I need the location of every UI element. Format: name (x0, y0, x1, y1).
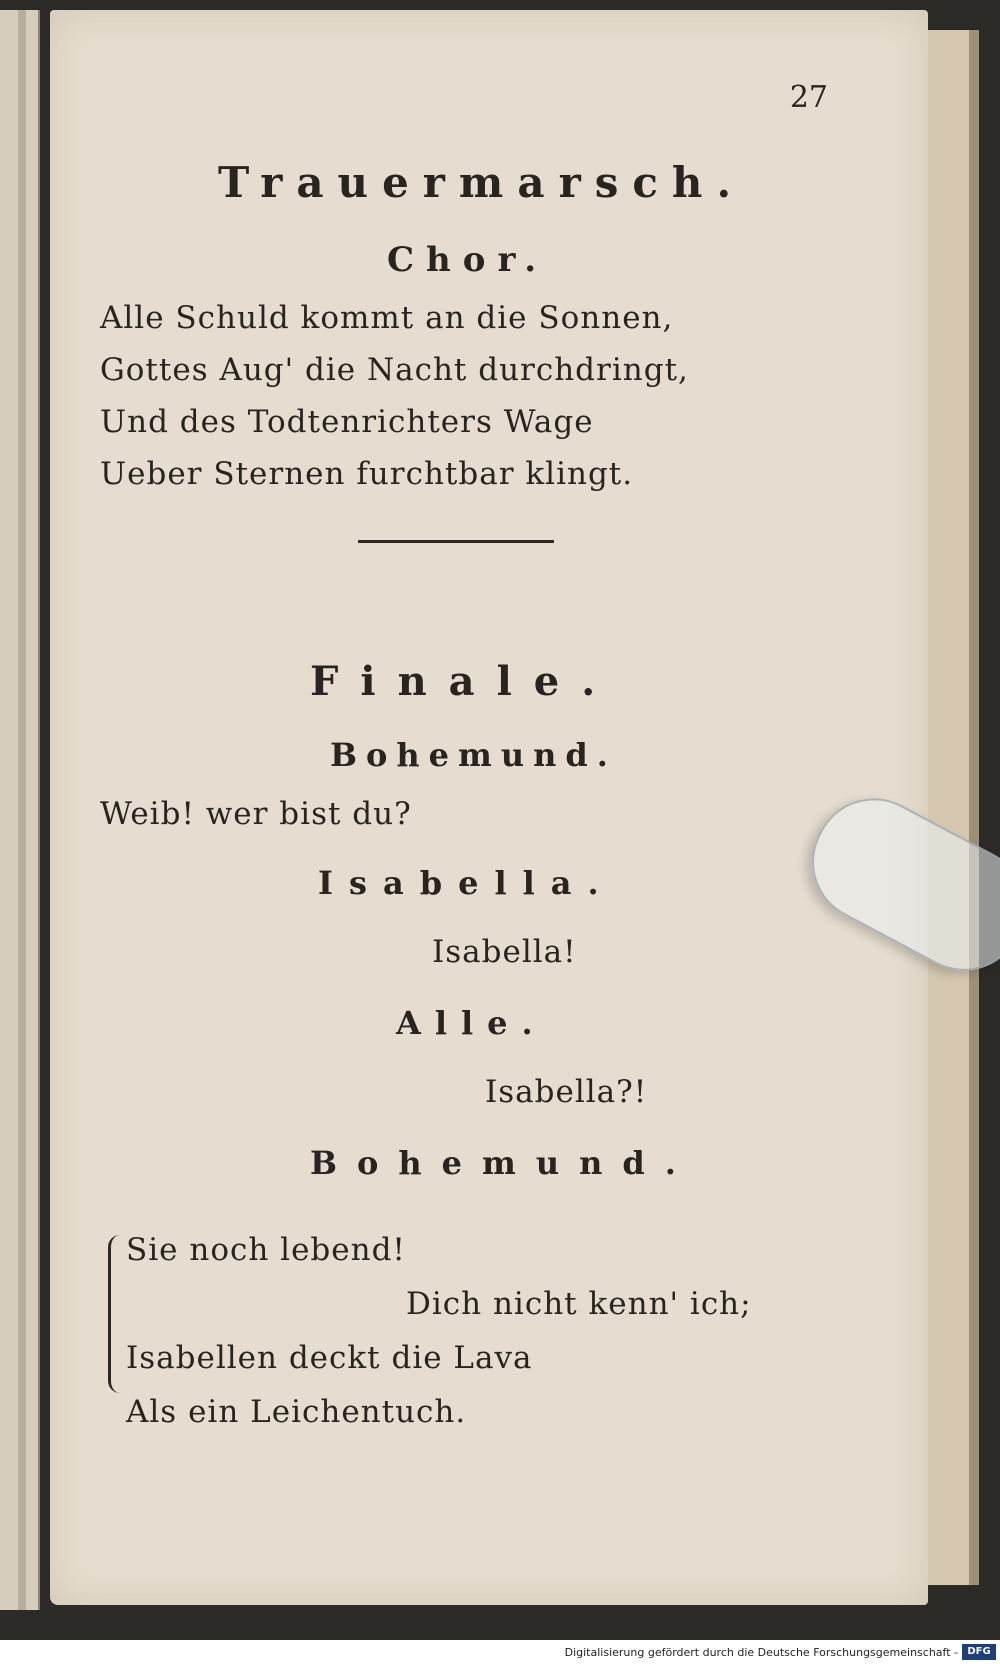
speaker-chor: Chor. (387, 240, 549, 280)
chorus-line: Und des Todtenrichters Wage (100, 404, 594, 440)
page-number: 27 (789, 80, 828, 115)
speaker-bohemund: Bohemund. (310, 1144, 696, 1182)
speaker-bohemund: Bohemund. (330, 736, 617, 774)
section-title-trauermarsch: Trauermarsch. (218, 158, 746, 207)
book-spine-fold (18, 10, 26, 1610)
left-page-edge (0, 10, 40, 1610)
footer-bar (0, 1640, 1000, 1666)
section-divider (358, 540, 554, 543)
chorus-line: Alle Schuld kommt an die Sonnen, (100, 300, 674, 336)
speaker-isabella: Isabella. (318, 864, 615, 902)
dialogue-line: Weib! wer bist du? (100, 796, 412, 832)
page-stack-shadow (969, 30, 979, 1585)
verse-brace (108, 1235, 125, 1393)
closing-line: Als ein Leichentuch. (126, 1394, 467, 1430)
dfg-logo: DFG (962, 1644, 996, 1660)
closing-line: Dich nicht kenn' ich; (406, 1286, 752, 1322)
chorus-line: Ueber Sternen furchtbar klingt. (100, 456, 634, 492)
book-page (50, 10, 928, 1605)
closing-line: Isabellen deckt die Lava (126, 1340, 533, 1376)
chorus-line: Gottes Aug' die Nacht durchdringt, (100, 352, 689, 388)
footer-credit: Digitalisierung gefördert durch die Deutsche Forschungsgemeinschaft - (564, 1646, 958, 1659)
closing-line: Sie noch lebend! (126, 1232, 406, 1268)
page-stack-edge (920, 30, 979, 1585)
dialogue-line: Isabella?! (485, 1074, 648, 1110)
dialogue-line: Isabella! (432, 934, 577, 970)
section-title-finale: Finale. (310, 658, 618, 705)
speaker-alle: Alle. (396, 1004, 547, 1042)
